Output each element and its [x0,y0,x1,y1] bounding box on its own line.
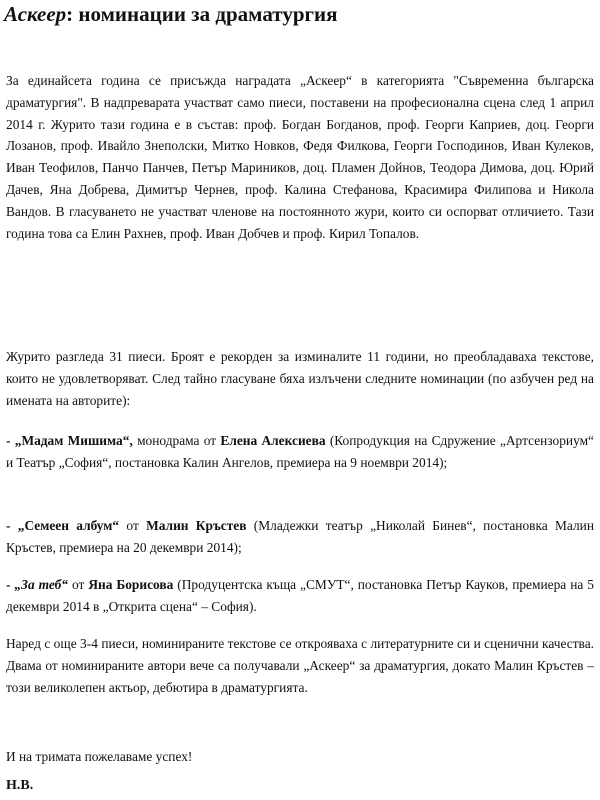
nomination-mid: от [119,518,147,533]
nomination-item [6,430,594,474]
nomination-mid: от [68,577,89,592]
title-brand: Аскеер [4,2,67,26]
nomination-work: „За теб“ [14,577,68,592]
page-title [4,2,338,27]
closing-paragraph: Наред с още 3-4 пиеси, номинираните текстове се открояваха с литературните си и сценични качества. Двама от номинираните автори вече са получавали „Аскеер“ за драматургия, докато Малин Кръстев – този великолепен актьор, дебютира в драматургията. [6,636,594,695]
review-paragraph: Журито разгледа 31 пиеси. Броят е рекорден за изминалите 11 години, но преобладаваха текстове, които не удовлетворяват. След тайно гласуване бяха излъчени следните номинации (по азбучен ред на имената на авторите): [6,349,594,408]
intro-paragraph: За единайсета година се присъжда наградата „Аскеер“ в категорията "Съвременна българска драматургия". В надпреварата участват само пиеси, поставени на професионална сцена след 1 април 2014 г. Журито тази година е в състав: проф. Богдан Богданов, проф. Георги Каприев, доц. Георги Лозанов, проф. Ивайло Знеполски, Митко Новков, Федя Филкова, Георги Господинов, Иван Кулеков, Иван Теофилов, Панчо Панчев, Петър Мариников, доц. Пламен Дойнов, Теодора Димова, доц. Юрий Дачев, Яна Добрева, Димитър Чернев, проф. Калина Стефанова, Красимира Филипова и Никола Вандов. В гласуването не участват членове на постоянното жури, които си оспорват отличието. Тази година това са Елин Рахнев, проф. Иван Добчев и проф. Кирил Топалов. [6,73,594,241]
nomination-author: Яна Борисова [88,577,174,592]
nomination-dash: - [6,577,15,592]
nomination-item [6,515,594,559]
nomination-details: (Младежки театър „Николай Бинев“, постановка Малин Кръстев, премиера на 20 декември 2014); [6,518,594,555]
nomination-work: „Семеен албум“ [17,518,120,533]
nomination-mid: монодрама от [132,433,221,448]
title-rest: : номинации за драматургия [66,2,338,26]
nomination-details: (Продуцентска къща „СМУТ“, постановка Петър Кауков, премиера на 5 декември 2014 в „Открита сцена“ – София). [6,577,594,614]
nomination-author: Малин Кръстев [146,518,247,533]
nomination-item [6,574,594,618]
nomination-work: „Мадам Мишима“, [14,433,133,448]
nomination-author: Елена Алексиева [220,433,326,448]
wish-line: И на тримата пожелаваме успех! [6,749,193,764]
nomination-dash: - [6,433,15,448]
nomination-details: (Копродукция на Сдружение „Артсензориум“ и Театър „София“, постановка Калин Ангелов, премиера на 9 ноември 2014); [6,433,595,470]
signature: Н.В. [6,778,34,793]
nomination-dash: - [6,518,18,533]
